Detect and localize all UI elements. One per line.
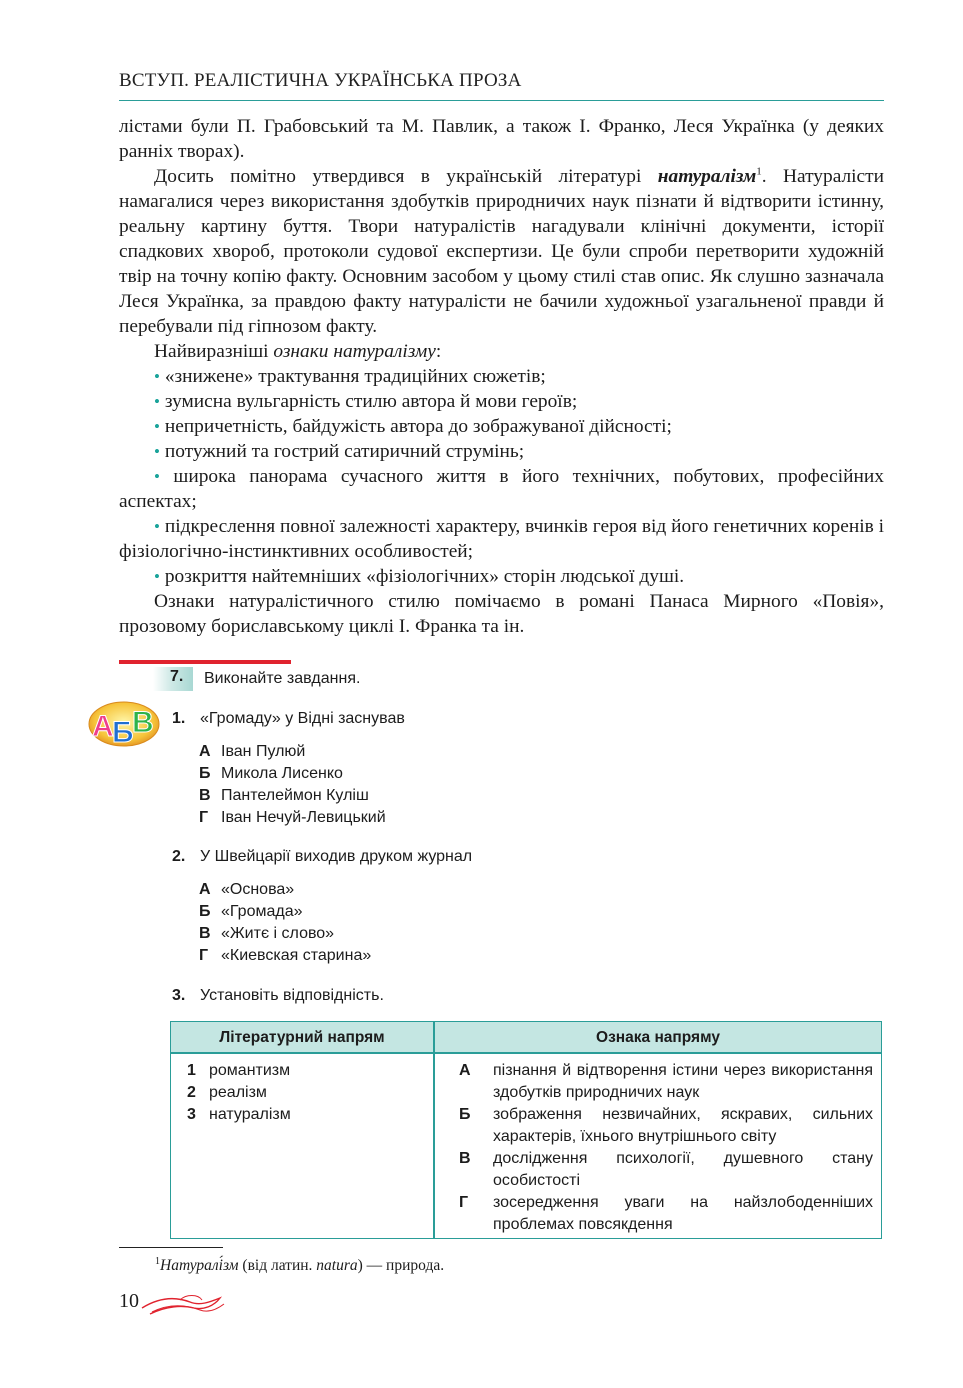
bullet-text: підкреслення повної залежності характеру, вчинків героя від його генетичних коренів і фізіологічно-інстинктивних особливостей; [119, 516, 885, 562]
bullet-dot: • [154, 417, 160, 436]
question-3 [172, 987, 384, 1005]
p2-text-start: Досить помітно утвердився в українській літературі [154, 166, 658, 187]
bullet-text: непричетність, байдужість автора до зображуваної дійсності; [164, 416, 672, 437]
logo-letter-v: В [132, 706, 154, 739]
table-row [459, 1104, 873, 1148]
bullet-dot: • [154, 467, 160, 486]
p2-text-end: . Натуралісти намагалися через використання здобутків природничих наук пізнати й відтворити істинну, реальну картину буття. Твори натуралістів нагадували клінічні документи, історії спадкових хвороб, протоколи судової експертизи. Це були спроби перетворити художній твір на точну копію факту. Основним засобом у цьому стилі став опис. Як слушно зазначала Леся Українка, за правдою факту натуралісти не бачили художньої узагальненої правди й перебували під гіпнозом факту. [119, 166, 884, 337]
row-text: зображення незвичайних, яскравих, сильних характерів, їхнього внутрішнього світу [493, 1106, 873, 1145]
term-naturalism: натуралізм [657, 166, 757, 187]
row-letter: Б [459, 1106, 471, 1123]
option-item[interactable] [199, 741, 386, 763]
bullet-text: розкриття найтемніших «фізіологічних» сторін людської душі. [164, 566, 685, 587]
row-text: натуралізм [209, 1106, 291, 1123]
footnote-text-end: ) — природа. [357, 1257, 445, 1275]
option-text: Микола Лисенко [221, 765, 343, 782]
logo-letter-a: А [92, 710, 114, 743]
footnote-rule [119, 1247, 223, 1248]
bullet-dot: • [154, 392, 160, 411]
question-2 [172, 848, 472, 866]
row-letter: Г [459, 1194, 469, 1211]
footnote-marker: 1 [155, 1256, 160, 1267]
option-letter: В [199, 787, 211, 804]
main-text [119, 114, 884, 639]
abv-test-icon [88, 698, 160, 748]
bullet-dot: • [154, 517, 160, 536]
bullet-item [119, 514, 884, 564]
bullet-item [119, 464, 884, 514]
row-text: реалізм [209, 1084, 267, 1101]
option-letter: Б [199, 903, 211, 920]
row-text: дослідження психології, душевного стану особистості [493, 1150, 873, 1189]
task-title: Виконайте завдання. [204, 670, 361, 687]
row-text: пізнання й відтворення істини через використання здобутків природничих наук [493, 1062, 873, 1101]
row-number: 1 [187, 1062, 196, 1079]
table-row [459, 1148, 873, 1192]
naturalism-features-term: ознаки натуралізму [273, 341, 436, 362]
bullet-dot: • [154, 567, 160, 586]
matching-table [170, 1021, 882, 1239]
question-number: 2. [172, 848, 186, 865]
row-number: 3 [187, 1106, 196, 1123]
bullet-text: «знижене» трактування традиційних сюжетів; [164, 366, 546, 387]
option-item[interactable] [199, 763, 386, 785]
row-text: зосередження уваги на найзлободенніших проблемах повсякдення [493, 1194, 873, 1233]
question-text: «Громаду» у Відні заснував [200, 710, 405, 727]
option-text: «Житє і слово» [221, 925, 335, 942]
paragraph-4: Ознаки натуралістичного стилю помічаємо в романі Панаса Мирного «Повія», прозовому бориславському циклі І. Франка та ін. [119, 591, 884, 637]
bullet-item [119, 364, 884, 389]
option-item[interactable] [199, 923, 371, 945]
table-row [187, 1082, 291, 1104]
table-row [459, 1060, 873, 1104]
footnote-text: (від латин. [238, 1257, 317, 1275]
bullet-item [119, 564, 884, 589]
table-header-right: Ознака напряму [596, 1029, 720, 1046]
table-row [459, 1192, 873, 1236]
question-text: Установіть відповідність. [200, 987, 384, 1004]
p3-colon: : [435, 341, 442, 362]
option-letter: Г [199, 809, 209, 826]
question-number: 3. [172, 987, 186, 1004]
option-text: «Основа» [221, 881, 295, 898]
row-text: романтизм [209, 1062, 291, 1079]
footnote-latin: natura [316, 1257, 358, 1275]
option-text: «Киевская старина» [221, 947, 372, 964]
option-item[interactable] [199, 901, 371, 923]
running-header: ВСТУП. РЕАЛІСТИЧНА УКРАЇНСЬКА ПРОЗА [119, 70, 522, 91]
option-letter: Г [199, 947, 209, 964]
row-number: 2 [187, 1084, 196, 1101]
row-letter: В [459, 1150, 471, 1167]
row-letter: А [459, 1062, 471, 1079]
bullet-dot: • [154, 442, 160, 461]
bullet-text: потужний та гострий сатиричний струмінь; [164, 441, 525, 462]
option-text: Пантелеймон Куліш [221, 787, 369, 804]
bullet-text: широка панорама сучасного життя в його технічних, побутових, професійних аспектах; [119, 466, 884, 512]
page-ornament-icon [140, 1292, 226, 1318]
option-letter: В [199, 925, 211, 942]
paragraph-1: лістами були П. Грабовський та М. Павлик, а також І. Франко, Леся Українка (у деяких ранніх творах). [119, 116, 884, 162]
question-1 [172, 710, 405, 728]
task-number: 7. [170, 668, 184, 685]
table-header-rule [171, 1052, 881, 1054]
logo-letter-b: Б [112, 716, 134, 748]
option-text: Іван Пулюй [221, 743, 306, 760]
p3-text-start: Найвиразніші [154, 341, 274, 362]
footnote [155, 1256, 444, 1275]
question-number: 1. [172, 710, 186, 727]
question-text: У Швейцарії виходив друком журнал [200, 848, 473, 865]
table-header-left: Літературний напрям [219, 1029, 385, 1046]
table-left-column [187, 1060, 291, 1126]
table-column-divider [433, 1022, 435, 1238]
section-accent-bar [119, 660, 291, 664]
bullet-item [119, 389, 884, 414]
question-1-options [199, 741, 386, 829]
option-item[interactable] [199, 785, 386, 807]
option-text: Іван Нечуй-Левицький [221, 809, 386, 826]
table-right-column [459, 1060, 873, 1236]
paragraph-3 [119, 339, 884, 364]
page-number: 10 [119, 1290, 139, 1312]
footnote-term: Натуралі́зм [160, 1257, 239, 1275]
option-letter: А [199, 881, 211, 898]
footnote-ref[interactable]: 1 [756, 165, 762, 178]
bullet-text: зумисна вульгарність стилю автора й мови героїв; [164, 391, 578, 412]
question-2-options [199, 879, 371, 967]
bullet-item [119, 439, 884, 464]
paragraph-2 [119, 164, 884, 339]
header-rule [119, 100, 884, 101]
bullet-item [119, 414, 884, 439]
option-item[interactable] [199, 807, 386, 829]
table-row [187, 1060, 291, 1082]
option-item[interactable] [199, 945, 371, 967]
option-letter: А [199, 743, 211, 760]
table-row [187, 1104, 291, 1126]
option-text: «Громада» [221, 903, 303, 920]
option-letter: Б [199, 765, 211, 782]
option-item[interactable] [199, 879, 371, 901]
bullet-dot: • [154, 367, 160, 386]
